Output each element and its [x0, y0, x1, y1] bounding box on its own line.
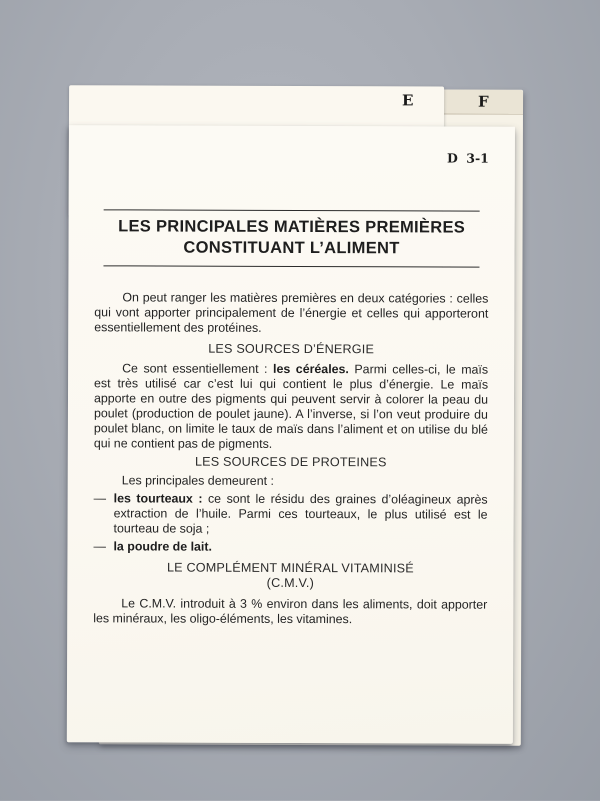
- heading-cmv-line1: LE COMPLÉMENT MINÉRAL VITAMINISÉ: [167, 561, 414, 576]
- cmv-paragraph: Le C.M.V. introduit à 3 % environ dans les aliments, doit apporter les minéraux, les oligo-éléments, les vitamines.: [93, 596, 487, 627]
- proteines-lead: Les principales demeurent :: [94, 473, 488, 489]
- energie-paragraph-rest: Parmi celles-ci, le maïs est très utilisé car c’est lui qui contient le plus d’énergie. Le maïs apporte en outre des pigments qui peuvent servir à colorer la peau du poulet (production de poulet jaune). A l’inverse, si l’on veut produire du poulet blanc, on limite le taux de maïs dans l’aliment et on utilise du blé qui ne contient pas de pigments.: [94, 362, 488, 451]
- list-item: [93, 539, 487, 555]
- heading-cmv: [93, 560, 487, 591]
- list-item-bold: la poudre de lait.: [113, 539, 212, 553]
- page-title-line2: CONSTITUANT L’ALIMENT: [103, 237, 479, 259]
- heading-cmv-line2: (C.M.V.): [267, 576, 314, 590]
- intro-paragraph: On peut ranger les matières premières en deux catégories : celles qui vont apporter principalement de l’énergie et celles qui apporteront essentiellement des protéines.: [94, 290, 488, 336]
- energie-paragraph-bold: les céréales.: [273, 362, 349, 376]
- list-item-dash: —: [93, 539, 113, 554]
- document-page: [67, 125, 515, 744]
- tab-f-label: F: [478, 95, 489, 110]
- heading-sources-proteines: LES SOURCES DE PROTEINES: [94, 454, 488, 470]
- energie-paragraph: [94, 361, 488, 452]
- list-item: [94, 491, 488, 537]
- proteines-list: [93, 491, 487, 555]
- list-item-text: [113, 539, 487, 555]
- energie-paragraph-lead: Ce sont essentiellement :: [122, 361, 273, 376]
- page-body: [93, 290, 488, 627]
- list-item-text: [114, 491, 488, 537]
- page-title: [103, 209, 479, 267]
- list-item-rest: ce sont le résidu des graines d’oléagineux après extraction de l’huile. Parmi ces tourteaux, le plus utilisé est le tourteau de soja ;: [114, 492, 488, 536]
- list-item-bold: les tourteaux :: [114, 491, 203, 505]
- heading-sources-energie: LES SOURCES D’ÉNERGIE: [94, 341, 488, 357]
- tab-e-label: E: [402, 93, 413, 108]
- list-item-dash: —: [94, 491, 114, 536]
- page-title-line1: LES PRINCIPALES MATIÈRES PREMIÈRES: [104, 216, 480, 238]
- page-ref-code: D 3-1: [69, 149, 489, 165]
